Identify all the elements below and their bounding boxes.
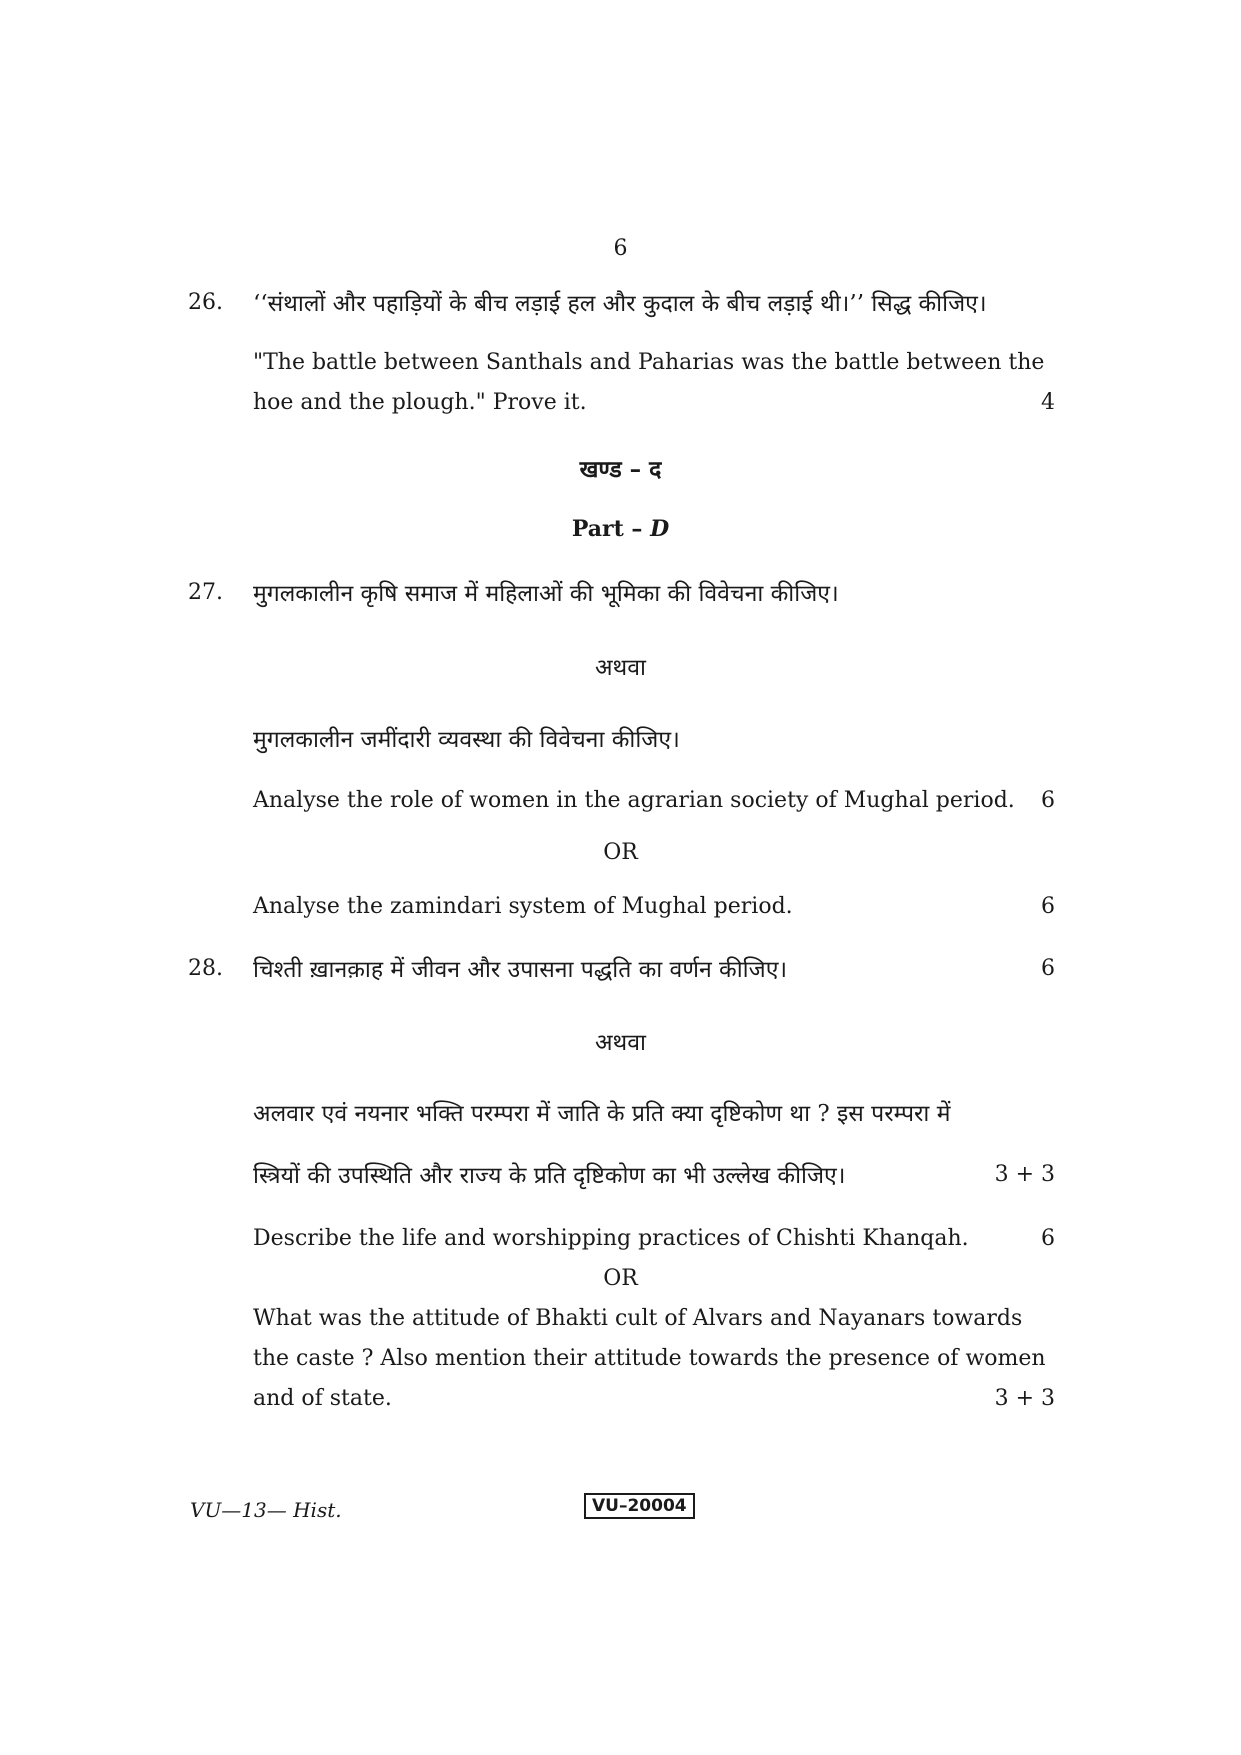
question-27-english-a: Analyse the role of women in the agrarian society of Mughal period. — [253, 788, 1015, 813]
question-28-or-hindi: अथवा — [594, 1030, 646, 1056]
page-number: 6 — [613, 236, 628, 261]
question-26-number: 26. — [188, 290, 223, 315]
question-28-english-a: Describe the life and worshipping practices of Chishti Khanqah. — [253, 1226, 969, 1251]
question-27-or-english: OR — [603, 840, 638, 865]
question-27-english-b: Analyse the zamindari system of Mughal period. — [253, 894, 793, 919]
question-28-marks-a: 6 — [1041, 1226, 1055, 1251]
question-28-marks-b: 3 + 3 — [994, 1386, 1055, 1411]
question-28-english-b-line3: and of state. — [253, 1386, 392, 1411]
question-28-english-b-line2: the caste ? Also mention their attitude towards the presence of women — [253, 1346, 1046, 1371]
question-26-hindi: ‘‘संथालों और पहाड़ियों के बीच लड़ाई हल और कुदाल के बीच लड़ाई थी।’’ सिद्ध कीजिए। — [253, 291, 987, 317]
question-28-english-b-line1: What was the attitude of Bhakti cult of Alvars and Nayanars towards — [253, 1306, 1023, 1331]
question-27-hindi-b: मुगलकालीन जमींदारी व्यवस्था की विवेचना कीजिए। — [253, 727, 680, 753]
question-27-marks-b: 6 — [1041, 894, 1055, 919]
question-28-hindi-a: चिश्ती ख़ानक़ाह में जीवन और उपासना पद्धति का वर्णन कीजिए। — [253, 957, 788, 983]
question-28-hindi-b-line2: स्त्रियों की उपस्थिति और राज्य के प्रति दृष्टिकोण का भी उल्लेख कीजिए। — [253, 1163, 846, 1189]
question-26-english-line2: hoe and the plough." Prove it. — [253, 390, 587, 415]
section-heading-prefix: Part – — [571, 516, 651, 542]
question-28-or-english: OR — [603, 1266, 638, 1291]
footer-subject-code: VU—13— Hist. — [190, 1498, 342, 1522]
question-28-marks-hindi-a: 6 — [1041, 956, 1055, 981]
question-28-number: 28. — [188, 956, 223, 981]
question-26-english-line1: "The battle between Santhals and Paharias was the battle between the — [253, 350, 1045, 375]
section-heading-hindi: खण्ड – द — [579, 456, 662, 483]
question-27-marks-a: 6 — [1041, 788, 1055, 813]
question-27-hindi-a: मुगलकालीन कृषि समाज में महिलाओं की भूमिका की विवेचना कीजिए। — [253, 581, 839, 607]
question-26-marks: 4 — [1041, 390, 1055, 415]
footer-paper-code-box — [584, 1496, 695, 1516]
question-28-marks-hindi-b: 3 + 3 — [994, 1162, 1055, 1187]
section-heading-english — [0, 516, 1241, 542]
footer-paper-code: VU–20004 — [584, 1493, 695, 1519]
section-heading-letter: D — [650, 516, 670, 542]
question-27-number: 27. — [188, 580, 223, 605]
question-28-hindi-b-line1: अलवार एवं नयनार भक्ति परम्परा में जाति के प्रति क्या दृष्टिकोण था ? इस परम्परा में — [253, 1101, 951, 1127]
question-27-or-hindi: अथवा — [594, 655, 646, 681]
